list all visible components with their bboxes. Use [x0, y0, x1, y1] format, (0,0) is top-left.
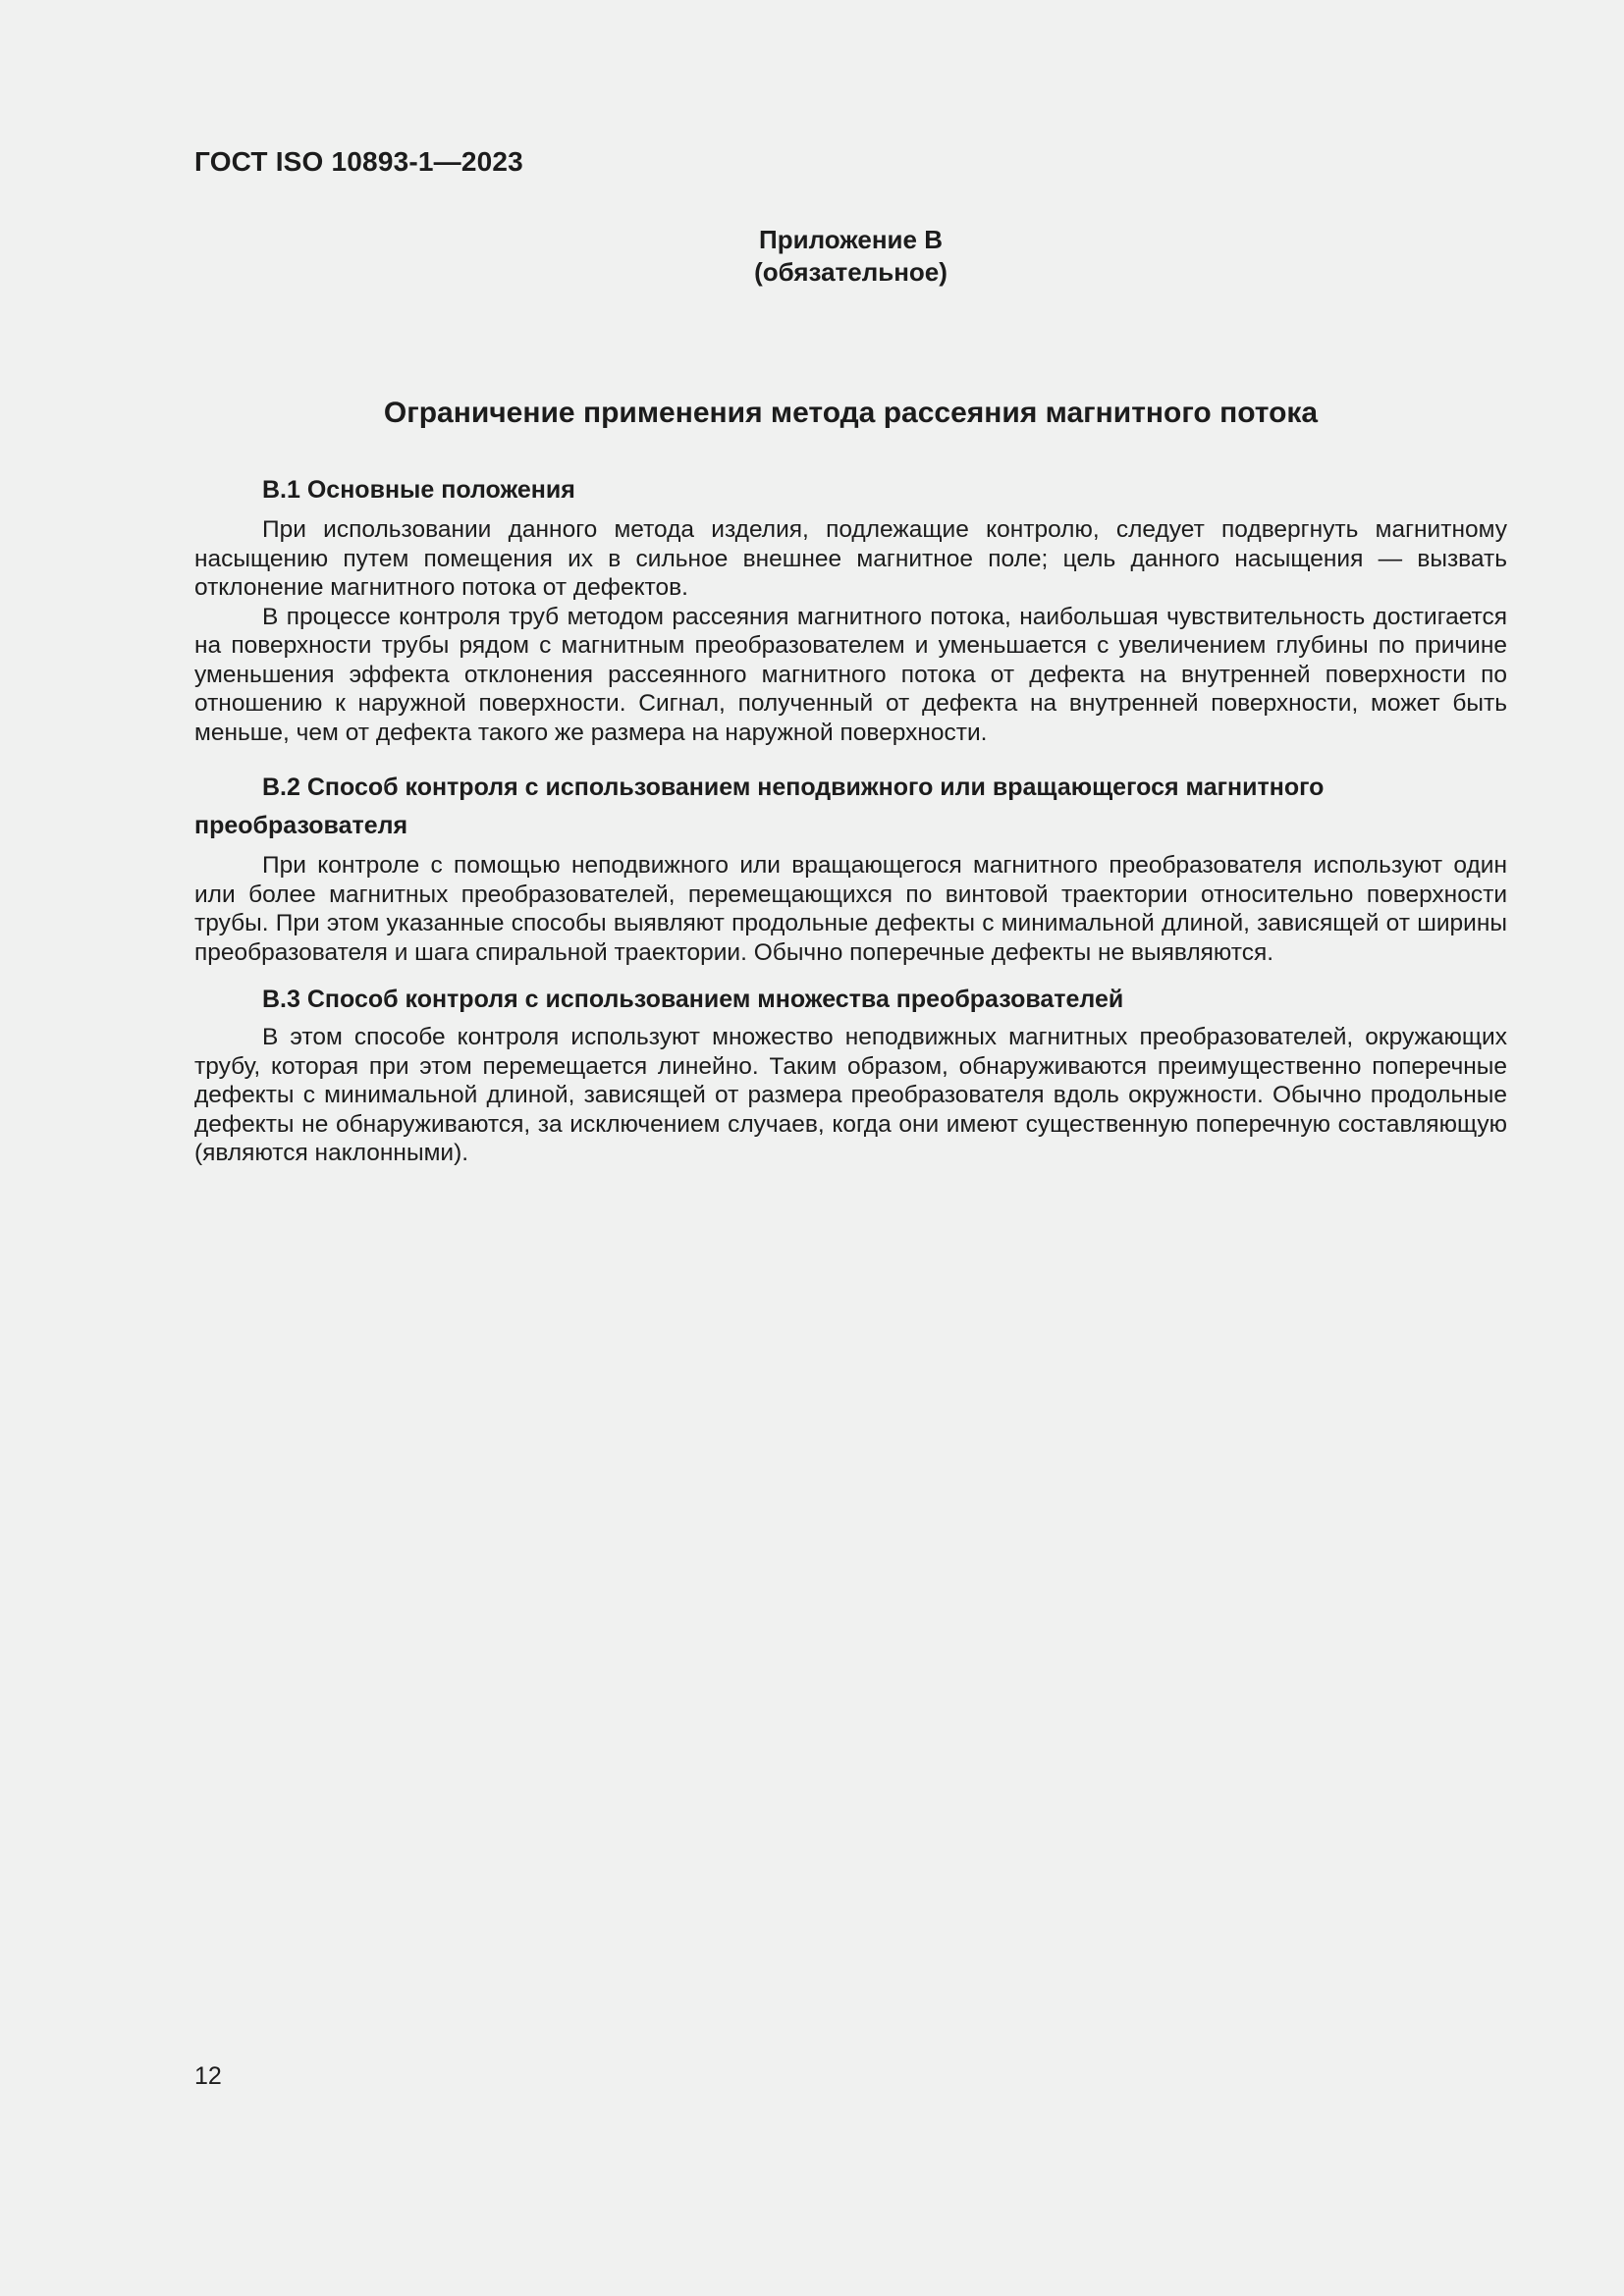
- appendix-block: [194, 224, 1507, 289]
- section-b2-heading: В.2 Способ контроля с использованием неподвижного или вращающегося магнитного преобразователя: [194, 774, 1325, 839]
- section-b3-heading: В.3 Способ контроля с использованием множества преобразователей: [262, 986, 1124, 1013]
- running-head: ГОСТ ISO 10893-1—2023: [194, 146, 523, 177]
- page-number: 12: [194, 2062, 222, 2090]
- section-b1-heading: В.1 Основные положения: [262, 476, 575, 504]
- appendix-status: (обязательное): [754, 257, 947, 287]
- section-b2: [194, 769, 1507, 967]
- section-b3: [194, 985, 1507, 1168]
- section-b2-paragraph-1: При контроле с помощью неподвижного или вращающегося магнитного преобразователя используют один или более магнитных преобразователей, перемещающихся по винтовой траектории относительно поверхности трубы. При этом указанные способы выявляют продольные дефекты с минимальной длиной, зависящей от ширины преобразователя и шага спиральной траектории. Обычно поперечные дефекты не выявляются.: [194, 852, 1507, 966]
- section-b1: [194, 475, 1507, 747]
- section-b1-paragraph-2: В процессе контроля труб методом рассеяния магнитного потока, наибольшая чувствительность достигается на поверхности трубы рядом с магнитным преобразователем и уменьшается с увеличением глубины по причине уменьшения эффекта отклонения рассеянного магнитного потока от дефекта на внутренней поверхности по отношению к наружной поверхности. Сигнал, полученный от дефекта на внутренней поверхности, может быть меньше, чем от дефекта такого же размера на наружной поверхности.: [194, 603, 1507, 746]
- page-title: Ограничение применения метода рассеяния магнитного потока: [383, 397, 1319, 429]
- section-b3-paragraph-1: В этом способе контроля используют множество неподвижных магнитных преобразователей, окружающих трубу, которая при этом перемещается линейно. Таким образом, обнаруживаются преимущественно поперечные дефекты с минимальной длиной, зависящей от размера преобразователя вдоль окружности. Обычно продольные дефекты не обнаруживаются, за исключением случаев, когда они имеют существенную поперечную составляющую (являются наклонными).: [194, 1024, 1507, 1166]
- section-b1-paragraph-1: При использовании данного метода изделия, подлежащие контролю, следует подвергнуть магнитному насыщению путем помещения их в сильное внешнее магнитное поле; цель данного насыщения — вызвать отклонение магнитного потока от дефектов.: [194, 516, 1507, 601]
- appendix-label: Приложение В: [759, 225, 943, 254]
